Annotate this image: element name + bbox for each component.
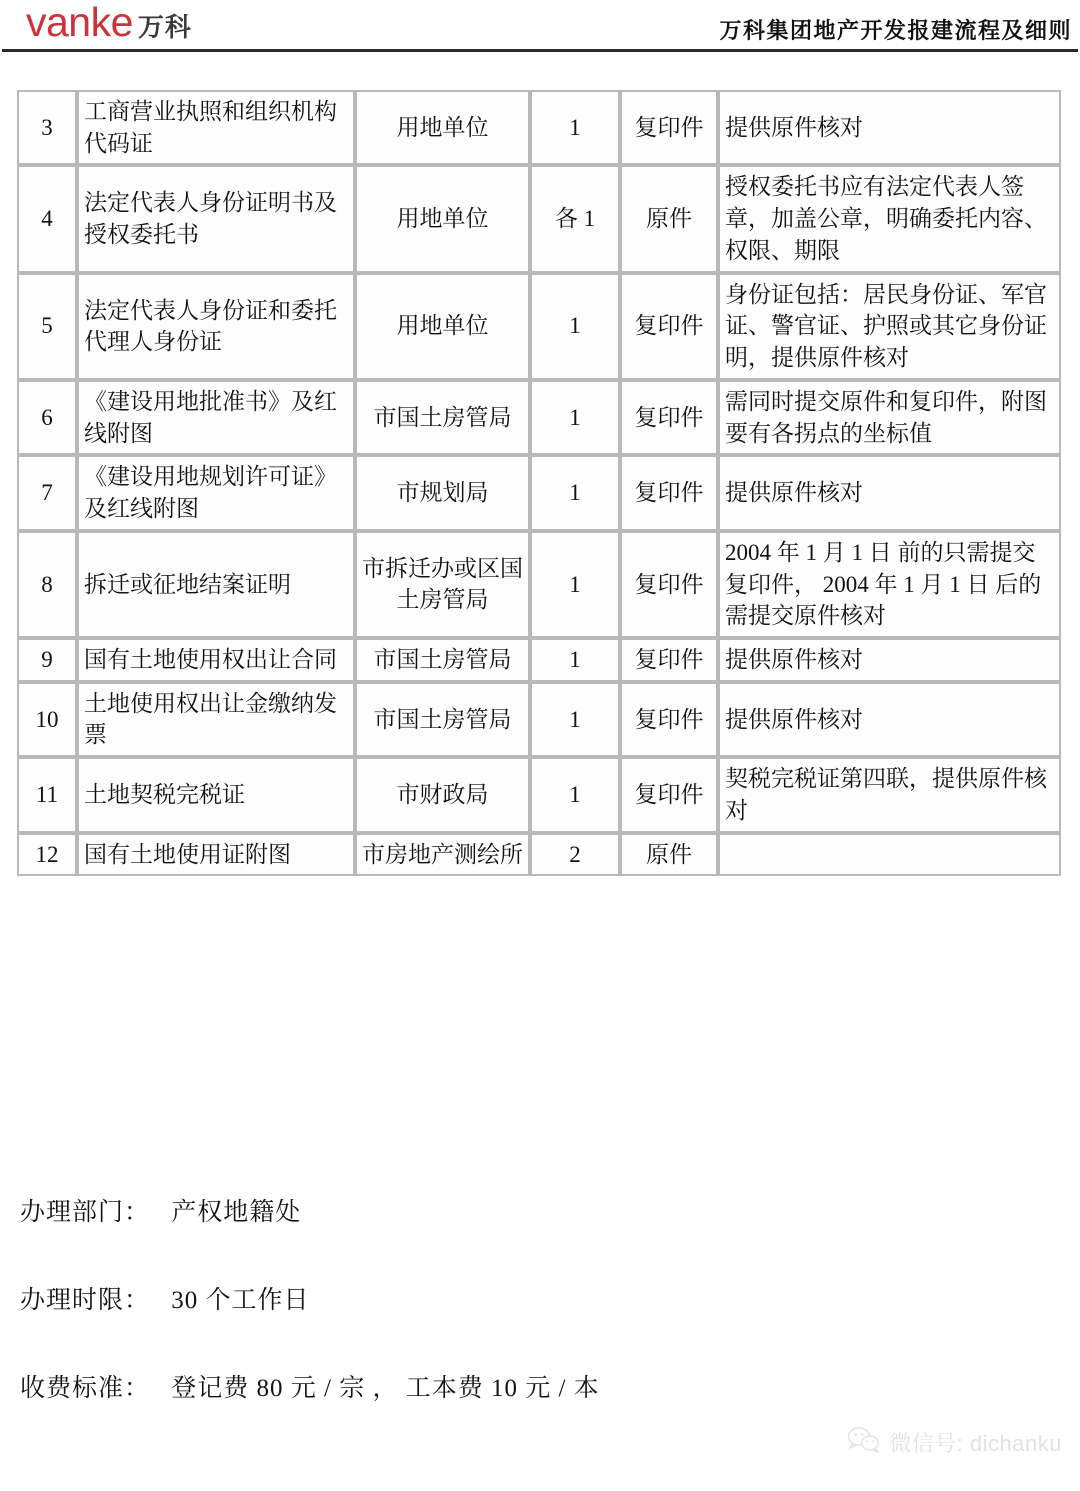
fee-standard-line [20, 1368, 1020, 1404]
row-index: 7 [17, 455, 77, 530]
footer-notes [20, 1192, 1020, 1456]
row-quantity: 1 [530, 531, 620, 638]
table-row [17, 273, 1061, 380]
row-index: 11 [17, 757, 77, 832]
row-form: 复印件 [620, 531, 718, 638]
row-material: 法定代表人身份证和委托代理人身份证 [77, 273, 355, 380]
row-quantity: 1 [530, 638, 620, 682]
row-index: 9 [17, 638, 77, 682]
row-note: 提供原件核对 [718, 638, 1061, 682]
row-form: 复印件 [620, 638, 718, 682]
header-divider [2, 49, 1078, 52]
row-material: 法定代表人身份证明书及授权委托书 [77, 165, 355, 272]
row-note: 契税完税证第四联，提供原件核对 [718, 757, 1061, 832]
row-index: 8 [17, 531, 77, 638]
processing-time-label: 办理时限： [20, 1287, 151, 1314]
row-quantity: 1 [530, 455, 620, 530]
row-department: 市规划局 [355, 455, 530, 530]
row-index: 4 [17, 165, 77, 272]
row-department: 用地单位 [355, 273, 530, 380]
row-index: 6 [17, 380, 77, 455]
row-department: 用地单位 [355, 90, 530, 165]
table-row [17, 455, 1061, 530]
row-material: 工商营业执照和组织机构代码证 [77, 90, 355, 165]
row-note: 授权委托书应有法定代表人签章，加盖公章，明确委托内容、权限、期限 [718, 165, 1061, 272]
processing-time-line [20, 1280, 1020, 1316]
requirements-table [17, 90, 1061, 876]
row-material: 国有土地使用权出让合同 [77, 638, 355, 682]
row-index: 5 [17, 273, 77, 380]
row-department: 市国土房管局 [355, 682, 530, 757]
row-material: 拆迁或征地结案证明 [77, 531, 355, 638]
row-quantity: 2 [530, 833, 620, 877]
row-material: 《建设用地规划许可证》及红线附图 [77, 455, 355, 530]
vanke-logo [26, 2, 192, 43]
row-note: 需同时提交原件和复印件，附图要有各拐点的坐标值 [718, 380, 1061, 455]
row-index: 12 [17, 833, 77, 877]
row-form: 复印件 [620, 380, 718, 455]
row-quantity: 1 [530, 90, 620, 165]
processing-department-value: 产权地籍处 [171, 1199, 302, 1226]
table-row [17, 833, 1061, 877]
row-material: 土地契税完税证 [77, 757, 355, 832]
row-note: 提供原件核对 [718, 455, 1061, 530]
wechat-watermark [847, 1426, 1062, 1459]
table-row [17, 165, 1061, 272]
table-row [17, 90, 1061, 165]
page-header [0, 0, 1080, 52]
row-note: 2004 年 1 月 1 日 前的只需提交复印件， 2004 年 1 月 1 日 后的需提交原件核对 [718, 531, 1061, 638]
row-department: 用地单位 [355, 165, 530, 272]
processing-time-value: 30 个工作日 [171, 1287, 310, 1314]
row-note: 提供原件核对 [718, 682, 1061, 757]
row-form: 复印件 [620, 757, 718, 832]
table-row [17, 531, 1061, 638]
row-material: 《建设用地批准书》及红线附图 [77, 380, 355, 455]
row-material: 土地使用权出让金缴纳发票 [77, 682, 355, 757]
row-note [718, 833, 1061, 877]
row-form: 原件 [620, 833, 718, 877]
processing-department-line [20, 1192, 1020, 1228]
row-form: 复印件 [620, 90, 718, 165]
row-form: 复印件 [620, 455, 718, 530]
row-department: 市国土房管局 [355, 638, 530, 682]
document-title: 万科集团地产开发报建流程及细则 [719, 18, 1072, 43]
row-index: 10 [17, 682, 77, 757]
logo-cjk-text: 万科 [137, 12, 192, 42]
row-note: 身份证包括：居民身份证、军官证、警官证、护照或其它身份证明，提供原件核对 [718, 273, 1061, 380]
table-row [17, 757, 1061, 832]
row-form: 复印件 [620, 682, 718, 757]
row-department: 市房地产测绘所 [355, 833, 530, 877]
wechat-id-text: 微信号: dichanku [889, 1431, 1062, 1456]
row-department: 市财政局 [355, 757, 530, 832]
table-body [17, 90, 1061, 876]
table-row [17, 380, 1061, 455]
row-department: 市国土房管局 [355, 380, 530, 455]
fee-standard-value: 登记费 80 元 / 宗 ， 工本费 10 元 / 本 [171, 1375, 600, 1402]
row-material: 国有土地使用证附图 [77, 833, 355, 877]
table-row [17, 638, 1061, 682]
table-row [17, 682, 1061, 757]
processing-department-label: 办理部门： [20, 1199, 151, 1226]
row-quantity: 1 [530, 273, 620, 380]
fee-standard-label: 收费标准： [20, 1375, 151, 1402]
requirements-table-wrapper [17, 90, 1061, 876]
logo-latin-text: vanke [26, 0, 133, 45]
wechat-icon [847, 1426, 881, 1459]
row-department: 市拆迁办或区国土房管局 [355, 531, 530, 638]
row-form: 原件 [620, 165, 718, 272]
row-quantity: 1 [530, 757, 620, 832]
row-quantity: 1 [530, 380, 620, 455]
row-index: 3 [17, 90, 77, 165]
row-note: 提供原件核对 [718, 90, 1061, 165]
row-quantity: 各 1 [530, 165, 620, 272]
row-form: 复印件 [620, 273, 718, 380]
row-quantity: 1 [530, 682, 620, 757]
